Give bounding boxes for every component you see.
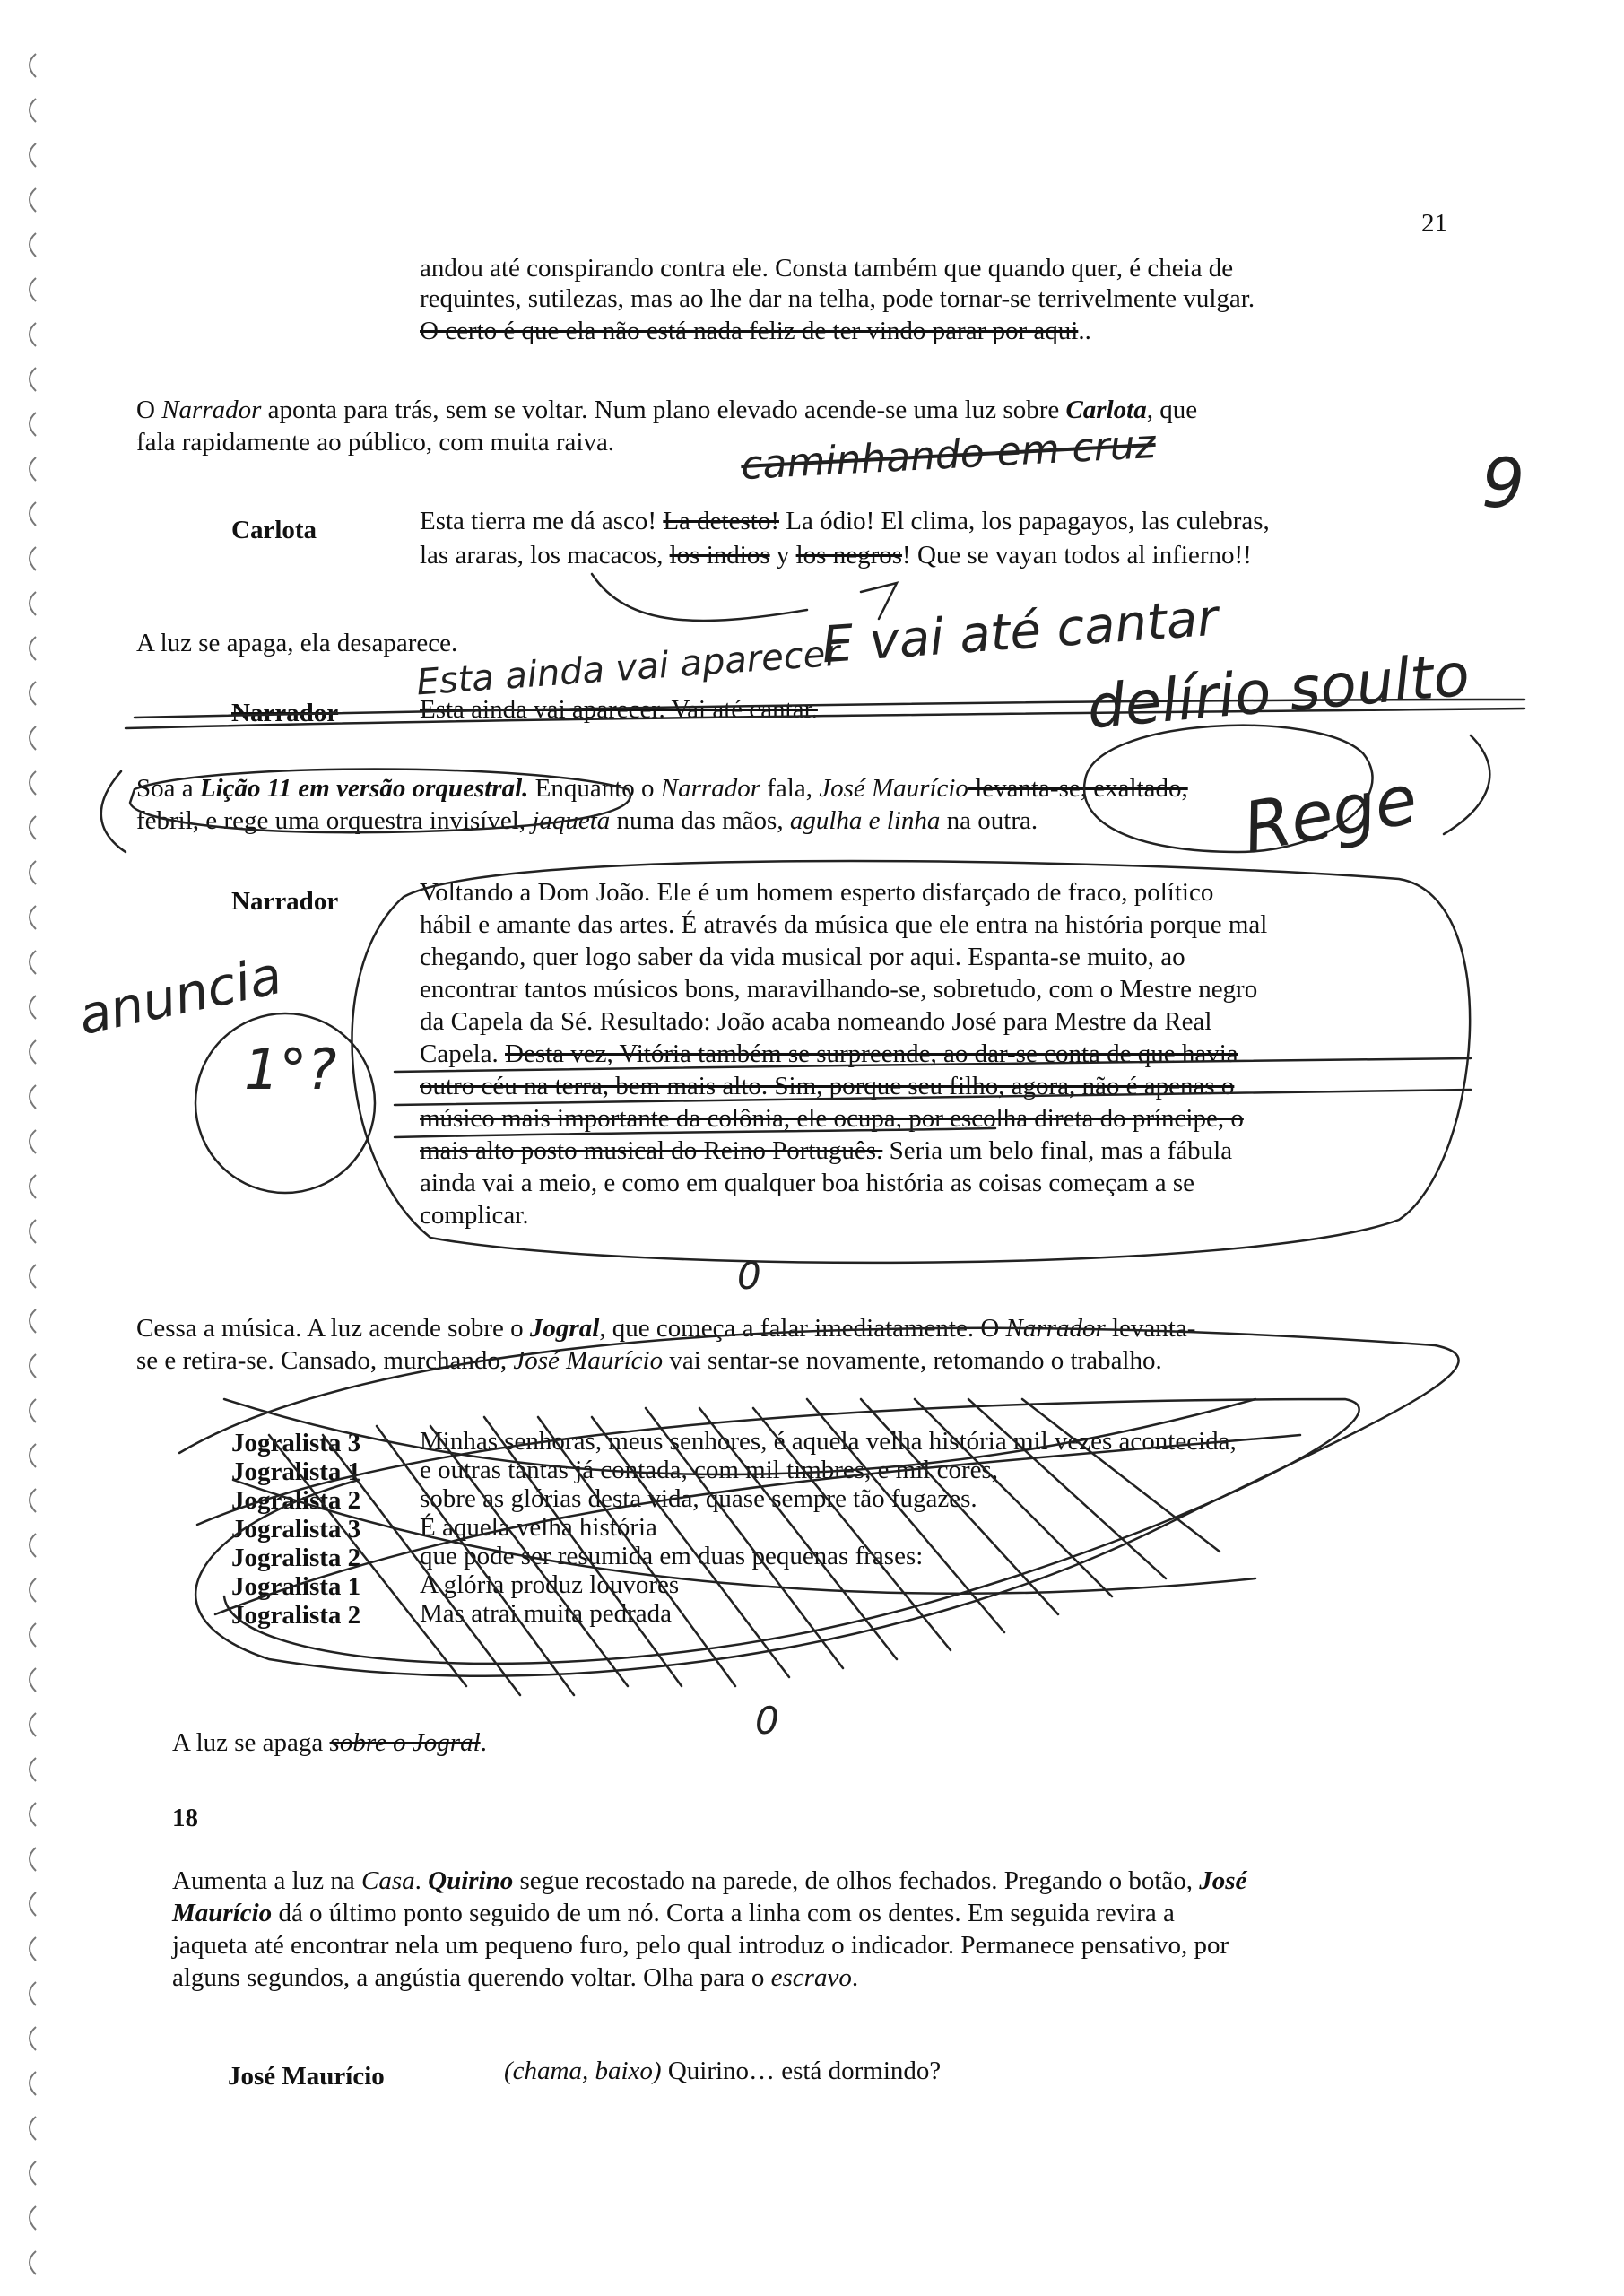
- handwritten-note: 1°?: [244, 1037, 337, 1102]
- dialogue-line: Voltando a Dom João. Ele é um homem esperto disfarçado de fraco, político: [420, 878, 1214, 907]
- text-fragment: ..: [1078, 317, 1091, 345]
- stage-direction: A luz se apaga, ela desaparece.: [136, 629, 458, 657]
- struck-text: los indios: [669, 541, 770, 570]
- text-fragment: Quirino… está dormindo?: [661, 2057, 942, 2085]
- speaker-label: Jogralista 2: [231, 1601, 361, 1630]
- character-name: Jogral: [529, 1314, 600, 1343]
- text-fragment: La ódio! El clima, los papagayos, las culebras,: [778, 507, 1270, 535]
- handwritten-note: E vai até cantar: [820, 588, 1220, 675]
- stage-direction: [136, 395, 1197, 426]
- dialogue-line: Mas atrai muita pedrada: [420, 1599, 673, 1628]
- character-name: Narrador: [660, 774, 760, 803]
- stage-direction: [136, 1313, 1195, 1344]
- struck-text: O certo é que ela não está nada feliz de ter vindo parar por aqui: [420, 317, 1079, 345]
- text-fragment: Enquanto o: [528, 774, 661, 803]
- stage-direction: jaqueta até encontrar nela um pequeno furo, pelo qual introduz o indicador. Permanece pensativo, por: [172, 1931, 1229, 1960]
- speaker-label: Jogralista 3: [231, 1515, 361, 1544]
- stage-direction: [136, 773, 1188, 804]
- character-name: José: [1199, 1866, 1247, 1895]
- text-fragment: numa das mãos,: [610, 806, 790, 835]
- struck-text: los negros: [795, 541, 903, 570]
- struck-text: levanta-se, exaltado,: [968, 774, 1188, 803]
- speaker-label: Jogralista 2: [231, 1486, 361, 1515]
- prop-name: jaqueta: [532, 806, 611, 835]
- handwritten-note: Rege: [1237, 758, 1423, 868]
- text-fragment: febril, e rege uma orquestra invisível,: [136, 806, 533, 835]
- handwritten-note: 0: [737, 1254, 761, 1298]
- speaker-label: Narrador: [231, 699, 339, 727]
- character-name: Maurício: [172, 1899, 273, 1927]
- stage-direction: [172, 1962, 858, 1994]
- binding-holes: [30, 54, 36, 2274]
- dialogue-line: [504, 2056, 941, 2087]
- dialogue-line: [420, 1039, 1238, 1070]
- scene-number: 18: [172, 1804, 198, 1832]
- handwritten-note: 9: [1481, 443, 1525, 523]
- paragraph-line: [420, 316, 1091, 347]
- dialogue-line: É aquela velha história: [420, 1513, 657, 1542]
- paragraph-line: requintes, sutilezas, mas ao lhe dar na telha, pode tornar-se terrivelmente vulgar.: [420, 284, 1255, 313]
- dialogue-line: e outras tantas já contada, com mil timbres, e mil cores,: [420, 1456, 999, 1484]
- character-name: José Maurício: [513, 1346, 664, 1375]
- text-fragment: Soa a: [136, 774, 200, 803]
- handwritten-note: Esta ainda vai aparecer: [414, 632, 842, 704]
- text-fragment: Capela.: [420, 1039, 506, 1068]
- struck-text: sobre o Jogral: [329, 1728, 481, 1757]
- struck-text: outro céu na terra, bem mais alto. Sim, porque seu filho, agora, não é apenas o: [420, 1072, 1235, 1100]
- dialogue-line: sobre as glórias desta vida, quase sempre tão fugazes.: [420, 1484, 977, 1513]
- text-fragment: .: [851, 1963, 859, 1992]
- character-name: José Maurício: [819, 774, 968, 803]
- text-fragment: se e retira-se. Cansado, murchando,: [136, 1346, 514, 1375]
- text-fragment: vai sentar-se novamente, retomando o trabalho.: [663, 1346, 1162, 1375]
- stage-direction-inline: (chama, baixo): [504, 2057, 662, 2085]
- struck-text: mais alto posto musical do Reino Português.: [420, 1136, 883, 1165]
- text-fragment: , que: [1146, 396, 1198, 424]
- handwritten-note: delírio soulto: [1084, 639, 1472, 743]
- dialogue-line: chegando, quer logo saber da vida musical por aqui. Espanta-se muito, ao: [420, 943, 1185, 971]
- text-fragment: na outra.: [940, 806, 1038, 835]
- struck-text: Desta vez, Vitória também se surpreende, ao dar-se conta de que havia: [505, 1039, 1238, 1068]
- prop-name: agulha e linha: [789, 806, 941, 835]
- text-fragment: las araras, los macacos,: [420, 541, 670, 570]
- dialogue-line: A glória produz louvores: [420, 1570, 680, 1599]
- text-fragment: Aumenta a luz na: [172, 1866, 361, 1895]
- text-fragment: dá o último ponto seguido de um nó. Corta a linha com os dentes. Em seguida revira a: [272, 1899, 1175, 1927]
- dialogue-line: ainda vai a meio, e como em qualquer boa história as coisas começam a se: [420, 1169, 1195, 1197]
- speaker-label: Narrador: [231, 887, 339, 916]
- stage-direction: [172, 1898, 1175, 1929]
- speaker-label: Carlota: [231, 516, 317, 544]
- speaker-label: Jogralista 2: [231, 1544, 361, 1572]
- dialogue-line: [420, 540, 1252, 571]
- handwritten-note: anuncia: [73, 944, 287, 1048]
- text-fragment: Esta tierra me dá asco!: [420, 507, 664, 535]
- text-fragment: Seria um belo final, mas a fábula: [882, 1136, 1233, 1165]
- struck-text: La detesto!: [663, 507, 779, 535]
- struck-text: músico mais importante da colônia, ele ocupa, por escolha direta do príncipe, o: [420, 1104, 1244, 1133]
- dialogue-line: [420, 1135, 1232, 1167]
- struck-text: Esta ainda vai aparecer. Vai até cantar.: [420, 695, 818, 724]
- character-name: Carlota: [1065, 396, 1147, 424]
- handwritten-note: 0: [755, 1699, 779, 1743]
- speaker-label: José Maurício: [228, 2062, 385, 2091]
- dialogue-line: da Capela da Sé. Resultado: João acaba nomeando José para Mestre da Real: [420, 1007, 1212, 1036]
- text-fragment: segue recostado na parede, de olhos fechados. Pregando o botão,: [513, 1866, 1200, 1895]
- page-number: 21: [1421, 209, 1447, 238]
- text-fragment: .: [480, 1728, 487, 1757]
- character-name: Narrador: [1005, 1314, 1106, 1343]
- dialogue-line: Minhas senhoras, meus senhores, é aquela velha história mil vezes acontecida,: [420, 1427, 1237, 1456]
- dialogue-line: complicar.: [420, 1201, 529, 1230]
- stage-direction: [172, 1727, 487, 1759]
- dialogue-line: [420, 506, 1270, 537]
- text-fragment: .: [414, 1866, 429, 1895]
- character-name: Narrador: [161, 396, 262, 424]
- text-fragment: , que começa a falar imediatamente. O: [599, 1314, 1006, 1343]
- character-name: escravo: [770, 1963, 852, 1992]
- text-fragment: aponta para trás, sem se voltar. Num plano elevado acende-se uma luz sobre: [261, 396, 1066, 424]
- character-name: Quirino: [428, 1866, 514, 1895]
- text-fragment: alguns segundos, a angústia querendo voltar. Olha para o: [172, 1963, 771, 1992]
- stage-direction: fala rapidamente ao público, com muita raiva.: [136, 428, 615, 457]
- speaker-label: Jogralista 1: [231, 1457, 361, 1486]
- stage-direction: [136, 1345, 1162, 1377]
- text-fragment: Cessa a música. A luz acende sobre o: [136, 1314, 530, 1343]
- text-fragment: levanta-: [1105, 1314, 1196, 1343]
- text-fragment: O: [136, 396, 162, 424]
- location-name: Casa: [360, 1866, 415, 1895]
- stage-direction: [172, 1866, 1246, 1897]
- text-fragment: y: [769, 541, 796, 570]
- music-title: Lição 11 em versão orquestral.: [199, 774, 529, 803]
- text-fragment: A luz se apaga: [172, 1728, 330, 1757]
- speaker-label: Jogralista 1: [231, 1572, 361, 1601]
- dialogue-line: que pode ser resumida em duas pequenas frases:: [420, 1542, 924, 1570]
- dialogue-line: encontrar tantos músicos bons, maravilhando-se, sobretudo, com o Mestre negro: [420, 975, 1258, 1004]
- speaker-label: Jogralista 3: [231, 1429, 361, 1457]
- handwritten-note: caminhando em cruz: [739, 421, 1157, 490]
- dialogue-line: hábil e amante das artes. É através da música que ele entra na história porque mal: [420, 910, 1268, 939]
- paragraph-line: andou até conspirando contra ele. Consta também que quando quer, é cheia de: [420, 254, 1234, 283]
- text-fragment: fala,: [760, 774, 820, 803]
- stage-direction: [136, 805, 1038, 837]
- text-fragment: ! Que se vayan todos al infierno!!: [902, 541, 1252, 570]
